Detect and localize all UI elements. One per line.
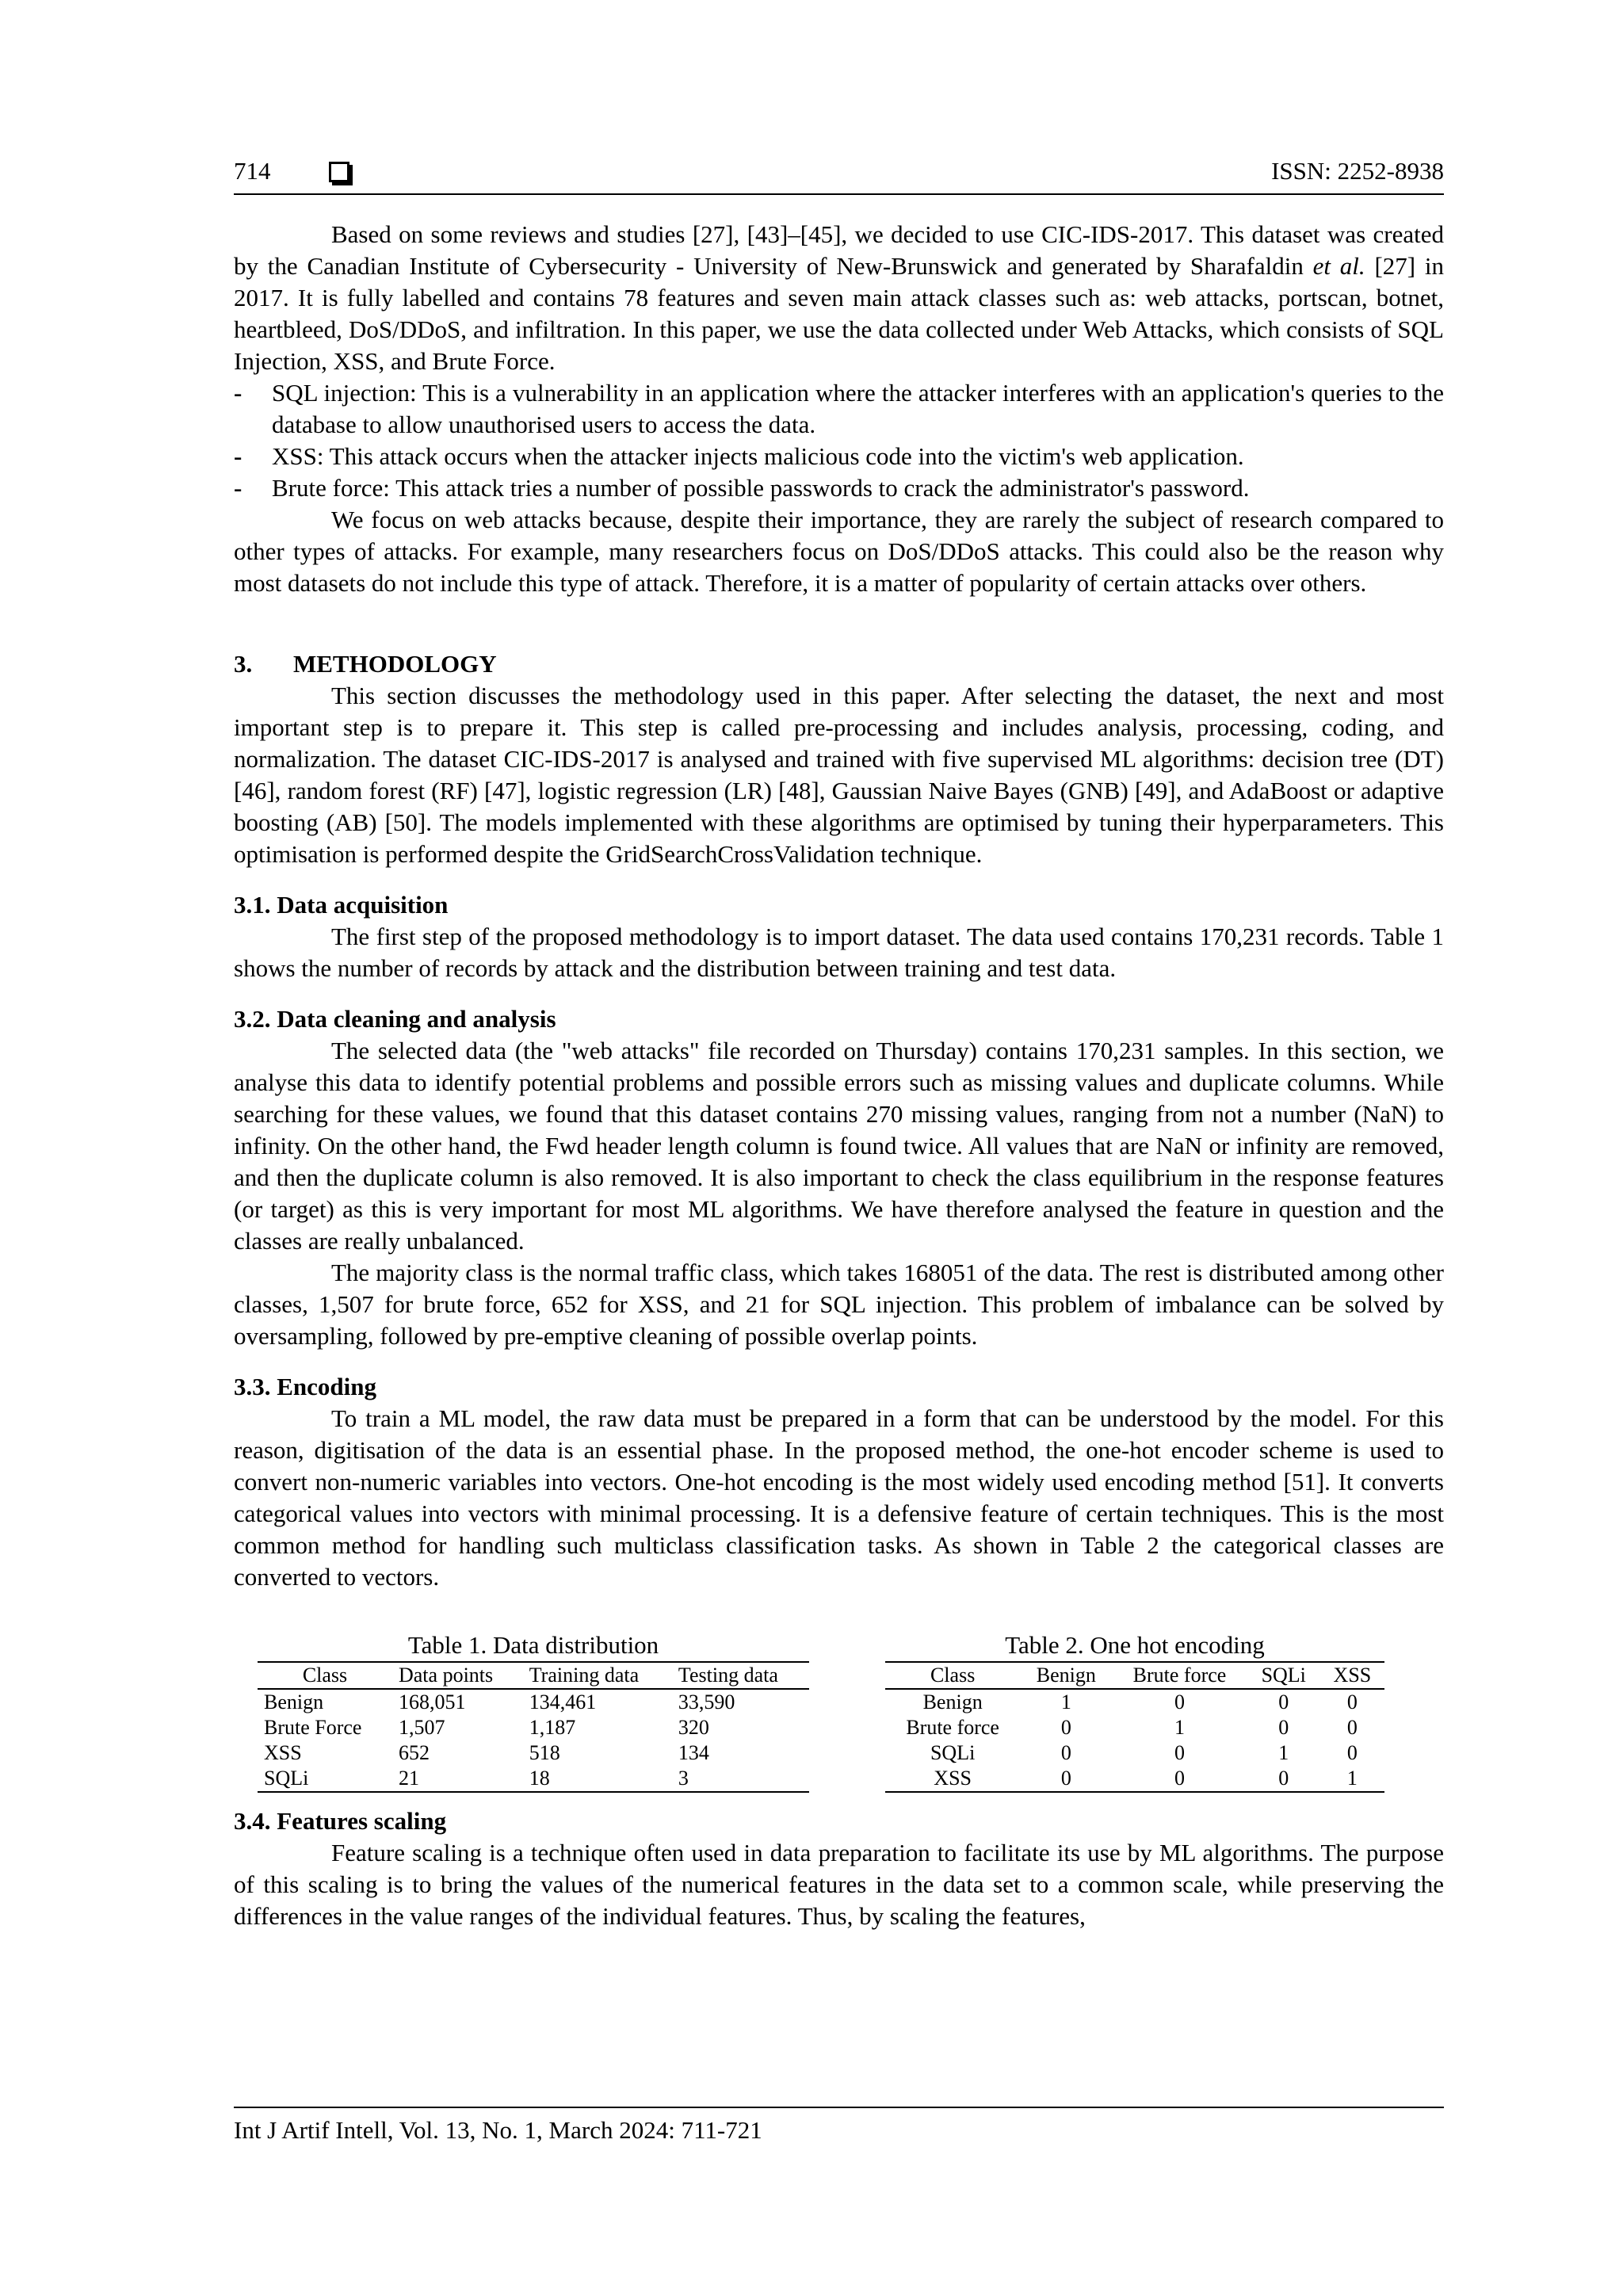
methodology-paragraph: This section discusses the methodology used in this paper. After selecting the dataset, the next and most important step is to prepare it. This step is called pre-processing and includes analysis, processing, coding, and normalization. The dataset CIC-IDS-2017 is analysed and trained with five supervised ML algorithms: decision tree (DT) [46], random forest (RF) [47], logistic regression (LR) [48], Gaussian Naive Bayes (GNB) [49], and AdaBoost or adaptive boosting (AB) [50]. The models implemented with these algorithms are optimised by tuning their hyperparameters. This optimisation is performed despite the GridSearchCrossValidation technique. [234, 682, 1444, 868]
intro-paragraph-2: We focus on web attacks because, despite their importance, they are rarely the subject of research compared to other types of attacks. For example, many researchers focus on DoS/DDoS attacks. This could also be the reason why most datasets do not include this type of attack. Therefore, it is a matter of popularity of certain attacks over others. [234, 506, 1444, 597]
table-cell: 1,187 [529, 1716, 576, 1739]
data-cleaning-paragraph-1: The selected data (the "web attacks" file recorded on Thursday) contains 170,231 samples. In this section, we analyse this data to identify potential problems and possible errors such as missing values and duplicate columns. While searching for these values, we found that this dataset contains 270 missing values, ranging from not a number (NaN) to infinity. On the other hand, the Fwd header length column is found twice. All values that are NaN or infinity are removed, and then the duplicate column is also removed. It is also important to check the class equilibrium in the response features (or target) as this is very important for most ML algorithms. We have therefore analysed the feature in question and the classes are really unbalanced. [234, 1037, 1444, 1255]
section-title: METHODOLOGY [293, 650, 497, 678]
table-2-header-brute-force: Brute force [1112, 1662, 1247, 1689]
table-cell: 134,461 [529, 1690, 597, 1713]
table-2-header-sqli: SQLi [1247, 1662, 1320, 1689]
dash-bullet: - [234, 379, 242, 407]
table-cell: Benign [922, 1690, 983, 1713]
table-1-data-distribution [258, 1631, 809, 1793]
table-row [885, 1766, 1384, 1792]
list-item-text: XSS: This attack occurs when the attacker injects malicious code into the victim's web application. [272, 442, 1244, 470]
features-scaling-paragraph: Feature scaling is a technique often used in data preparation to facilitate its use by ML algorithms. The purpose of this scaling is to bring the values of the numerical features in the data set to a common scale, while preserving the differences in the value ranges of the individual features. Thus, by scaling the features, [234, 1839, 1444, 1930]
table-cell: Benign [264, 1690, 324, 1713]
table-cell: 0 [1278, 1716, 1289, 1739]
table-cell: 0 [1278, 1690, 1289, 1713]
subsection-heading-encoding: 3.3. Encoding [234, 1373, 377, 1400]
table-row [258, 1766, 809, 1792]
subsection-heading-features-scaling: 3.4. Features scaling [234, 1807, 447, 1835]
table-cell: 0 [1346, 1690, 1358, 1713]
list-item [234, 472, 1444, 504]
table-cell: 518 [529, 1741, 560, 1764]
table-2-header-class: Class [885, 1662, 1020, 1689]
table-cell: 0 [1174, 1690, 1185, 1713]
table-cell: 320 [678, 1716, 709, 1739]
dash-bullet: - [234, 474, 242, 502]
issn-label: ISSN: 2252-8938 [1271, 157, 1444, 185]
intro-p1-italic: et al. [1312, 252, 1365, 280]
table-row [258, 1740, 809, 1766]
attack-list [234, 377, 1444, 504]
table-1-header-training-data: Training data [523, 1662, 672, 1689]
data-acquisition-paragraph: The first step of the proposed methodology is to import dataset. The data used contains 170,231 records. Table 1 shows the number of records by attack and the distribution between training and test data. [234, 923, 1444, 982]
data-cleaning-paragraph-2: The majority class is the normal traffic class, which takes 168051 of the data. The rest is distributed among other classes, 1,507 for brute force, 652 for XSS, and 21 for SQL injection. This problem of imbalance can be solved by oversampling, followed by pre-emptive cleaning of possible overlap points. [234, 1259, 1444, 1350]
table-row [885, 1715, 1384, 1740]
section-heading-methodology [234, 648, 1444, 680]
table-row [885, 1689, 1384, 1715]
table-cell: 0 [1112, 1766, 1247, 1792]
table-1-header-class: Class [258, 1662, 392, 1689]
table-cell: 1 [1278, 1741, 1289, 1764]
encoding-paragraph: To train a ML model, the raw data must be prepared in a form that can be understood by the model. For this reason, digitisation of the data is an essential phase. In the proposed method, the one-hot encoder scheme is used to convert non-numeric variables into vectors. One-hot encoding is the most widely used encoding method [51]. It converts categorical values into vectors with minimal processing. It is a defensive feature of certain techniques. This is the most common method for handling such multiclass classification tasks. As shown in Table 2 the categorical classes are converted to vectors. [234, 1404, 1444, 1591]
table-cell: 168,051 [398, 1690, 466, 1713]
table-cell: XSS [264, 1741, 302, 1764]
table-cell: 1 [1060, 1690, 1071, 1713]
table-cell: SQLi [258, 1766, 392, 1792]
table-1-header-testing-data: Testing data [672, 1662, 809, 1689]
subsection-heading-data-cleaning: 3.2. Data cleaning and analysis [234, 1005, 556, 1033]
tables-row [234, 1631, 1444, 1790]
table-cell: 21 [392, 1766, 523, 1792]
table-cell: 652 [398, 1741, 430, 1764]
table-2-header-benign: Benign [1020, 1662, 1112, 1689]
page-header [234, 152, 1444, 195]
table-cell: 1,507 [398, 1716, 445, 1739]
table-2-one-hot-encoding [885, 1631, 1384, 1793]
list-item-text: SQL injection: This is a vulnerability in an application where the attacker interferes with an application's queries to the database to allow unauthorised users to access the data. [272, 379, 1444, 438]
table-cell: SQLi [930, 1741, 976, 1764]
page-footer [234, 2107, 1444, 2145]
table-cell: XSS [885, 1766, 1020, 1792]
table-1-header-data-points: Data points [392, 1662, 523, 1689]
table-1-caption: Table 1. Data distribution [407, 1631, 659, 1659]
table-cell: 1 [1174, 1716, 1185, 1739]
table-cell: 18 [523, 1766, 672, 1792]
section-number: 3. [234, 650, 253, 678]
table-cell: 0 [1174, 1741, 1185, 1764]
table-2-caption: Table 2. One hot encoding [1005, 1631, 1265, 1659]
dash-bullet: - [234, 442, 242, 470]
subsection-heading-data-acquisition: 3.1. Data acquisition [234, 891, 449, 919]
table-cell: 0 [1020, 1766, 1112, 1792]
list-item-text: Brute force: This attack tries a number of possible passwords to crack the administrator's password. [272, 474, 1250, 502]
table-2-header-xss: XSS [1320, 1662, 1384, 1689]
table-cell: 3 [672, 1766, 809, 1792]
table-cell: 0 [1247, 1766, 1320, 1792]
checkbox-square-icon [329, 162, 349, 182]
list-item [234, 377, 1444, 441]
table-cell: 33,590 [678, 1690, 735, 1713]
table-cell: 0 [1060, 1716, 1071, 1739]
table-cell: 0 [1346, 1716, 1358, 1739]
article-body [234, 219, 1444, 1932]
table-row [258, 1689, 809, 1715]
list-item [234, 441, 1444, 472]
table-cell: Brute force [906, 1716, 999, 1739]
table-cell: 0 [1346, 1741, 1358, 1764]
intro-paragraph-1 [234, 219, 1444, 377]
journal-citation: Int J Artif Intell, Vol. 13, No. 1, March 2024: 711-721 [234, 2116, 762, 2144]
table-cell: 0 [1060, 1741, 1071, 1764]
table-row [885, 1740, 1384, 1766]
table-cell: Brute Force [264, 1716, 362, 1739]
intro-p1-part-a: Based on some reviews and studies [27], [43]–[45], we decided to use CIC-IDS-2017. This dataset was created by the Canadian Institute of Cybersecurity - University of New-Brunswick and generated by Sharafaldin [234, 220, 1444, 280]
intro-p1-part-b: [27] in 2017. It is fully labelled and contains 78 features and seven main attack classes such as: web attacks, portscan, botnet, heartbleed, DoS/DDoS, and infiltration. In this paper, we use the data collected under Web Attacks, which consists of SQL Injection, XSS, and Brute Force. [234, 252, 1444, 375]
page-number: 714 [234, 157, 271, 185]
table-cell: 1 [1320, 1766, 1384, 1792]
table-cell: 134 [678, 1741, 709, 1764]
table-row [258, 1715, 809, 1740]
